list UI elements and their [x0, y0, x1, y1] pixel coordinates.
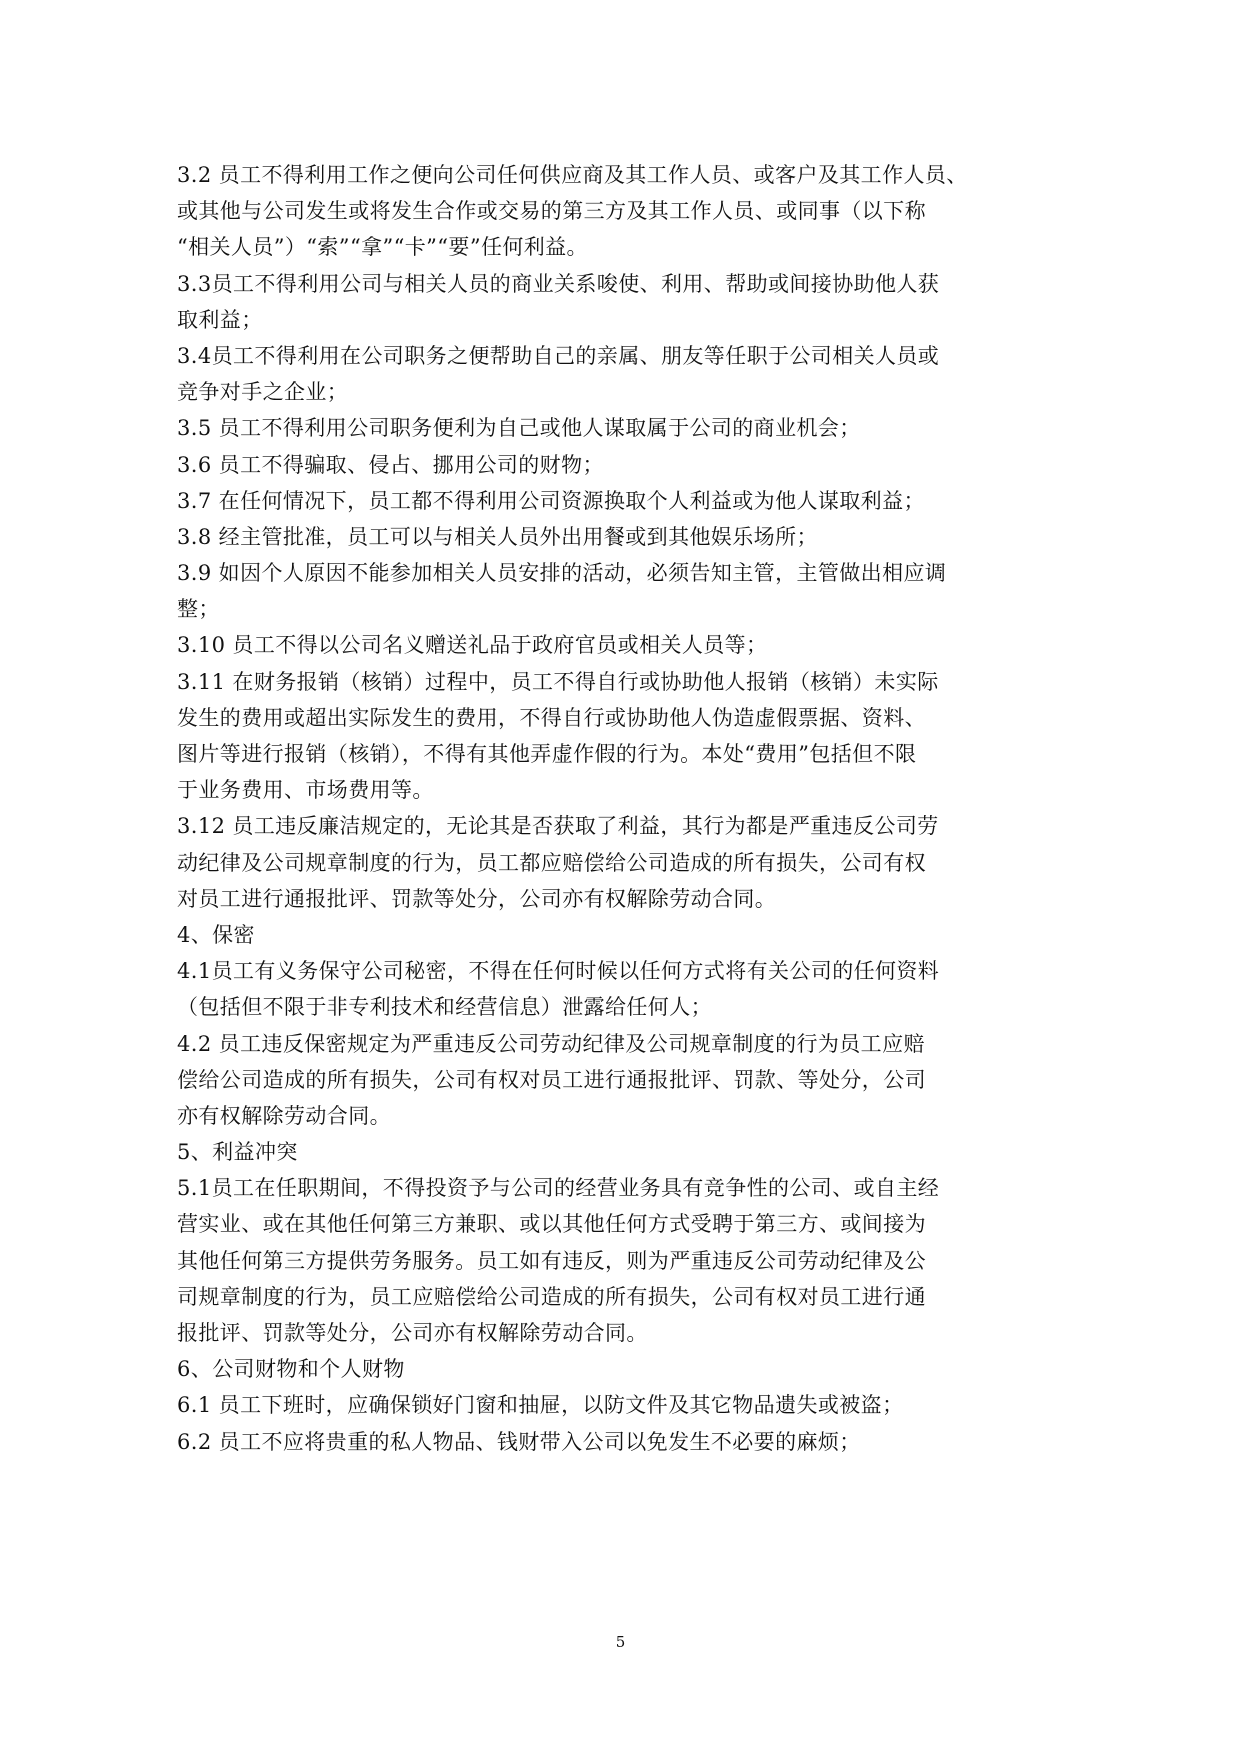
text-line: 3.2 员工不得利用工作之便向公司任何供应商及其工作人员、或客户及其工作人员、 [177, 163, 968, 187]
document-body [177, 157, 1069, 1460]
text-line: 对员工进行通报批评、罚款等处分，公司亦有权解除劳动合同。 [177, 886, 777, 911]
text-line: 营实业、或在其他任何第三方兼职、或以其他任何方式受聘于第三方、或间接为 [177, 1212, 926, 1237]
text-line: 5、利益冲突 [177, 1140, 298, 1165]
text-line: 4.2 员工违反保密规定为严重违反公司劳动纪律及公司规章制度的行为员工应赔 [177, 1031, 925, 1056]
text-line: 或其他与公司发生或将发生合作或交易的第三方及其工作人员、或同事（以下称 [177, 199, 926, 224]
text-line: 6、公司财物和个人财物 [177, 1357, 405, 1382]
text-line: 3.10 员工不得以公司名义赠送礼品于政府官员或相关人员等； [177, 633, 768, 658]
text-line: 4.1员工有义务保守公司秘密，不得在任何时候以任何方式将有关公司的任何资料 [177, 959, 940, 984]
page-number: 5 [615, 1633, 626, 1651]
text-line: 于业务费用、市场费用等。 [177, 778, 434, 803]
text-line: （包括但不限于非专利技术和经营信息）泄露给任何人； [177, 995, 712, 1020]
text-line: 3.7 在任何情况下，员工都不得利用公司资源换取个人利益或为他人谋取利益； [177, 488, 925, 513]
text-line: 竞争对手之企业； [177, 380, 349, 405]
text-line: 3.11 在财务报销（核销）过程中，员工不得自行或协助他人报销（核销）未实际 [177, 669, 939, 694]
text-line: 3.12 员工违反廉洁规定的，无论其是否获取了利益，其行为都是严重违反公司劳 [177, 814, 939, 839]
text-line: 图片等进行报销（核销），不得有其他弄虚作假的行为。本处“费用”包括但不限 [177, 742, 917, 766]
text-line: 6.1 员工下班时，应确保锁好门窗和抽屉，以防文件及其它物品遗失或被盗； [177, 1393, 904, 1418]
text-line: 司规章制度的行为，员工应赔偿给公司造成的所有损失，公司有权对员工进行通 [177, 1284, 926, 1309]
text-line: 动纪律及公司规章制度的行为，员工都应赔偿给公司造成的所有损失，公司有权 [177, 850, 926, 875]
text-line: 亦有权解除劳动合同。 [177, 1103, 391, 1128]
text-line: “相关人员”）“索”“拿”“卡”“要”任何利益。 [177, 235, 588, 260]
text-line: 3.5 员工不得利用公司职务便利为自己或他人谋取属于公司的商业机会； [177, 416, 861, 441]
text-line: 5.1员工在任职期间，不得投资予与公司的经营业务具有竞争性的公司、或自主经 [177, 1176, 940, 1201]
text-line: 3.9 如因个人原因不能参加相关人员安排的活动，必须告知主管，主管做出相应调 [177, 561, 947, 586]
text-line: 4、保密 [177, 922, 255, 947]
text-line: 3.4员工不得利用在公司职务之便帮助自己的亲属、朋友等任职于公司相关人员或 [177, 343, 940, 368]
text-line: 整； [177, 597, 220, 622]
text-line: 报批评、罚款等处分，公司亦有权解除劳动合同。 [177, 1321, 648, 1345]
text-line: 其他任何第三方提供劳务服务。员工如有违反，则为严重违反公司劳动纪律及公 [177, 1248, 926, 1273]
text-line: 偿给公司造成的所有损失，公司有权对员工进行通报批评、罚款、等处分，公司 [177, 1067, 926, 1092]
text-line: 取利益； [177, 307, 263, 332]
text-line: 3.8 经主管批准，员工可以与相关人员外出用餐或到其他娱乐场所； [177, 524, 818, 549]
text-line: 3.6 员工不得骗取、侵占、挪用公司的财物； [177, 452, 604, 477]
text-line: 6.2 员工不应将贵重的私人物品、钱财带入公司以免发生不必要的麻烦； [177, 1429, 861, 1454]
text-line: 发生的费用或超出实际发生的费用，不得自行或协助他人伪造虚假票据、资料、 [177, 705, 926, 730]
text-line: 3.3员工不得利用公司与相关人员的商业关系唆使、利用、帮助或间接协助他人获 [177, 271, 940, 296]
